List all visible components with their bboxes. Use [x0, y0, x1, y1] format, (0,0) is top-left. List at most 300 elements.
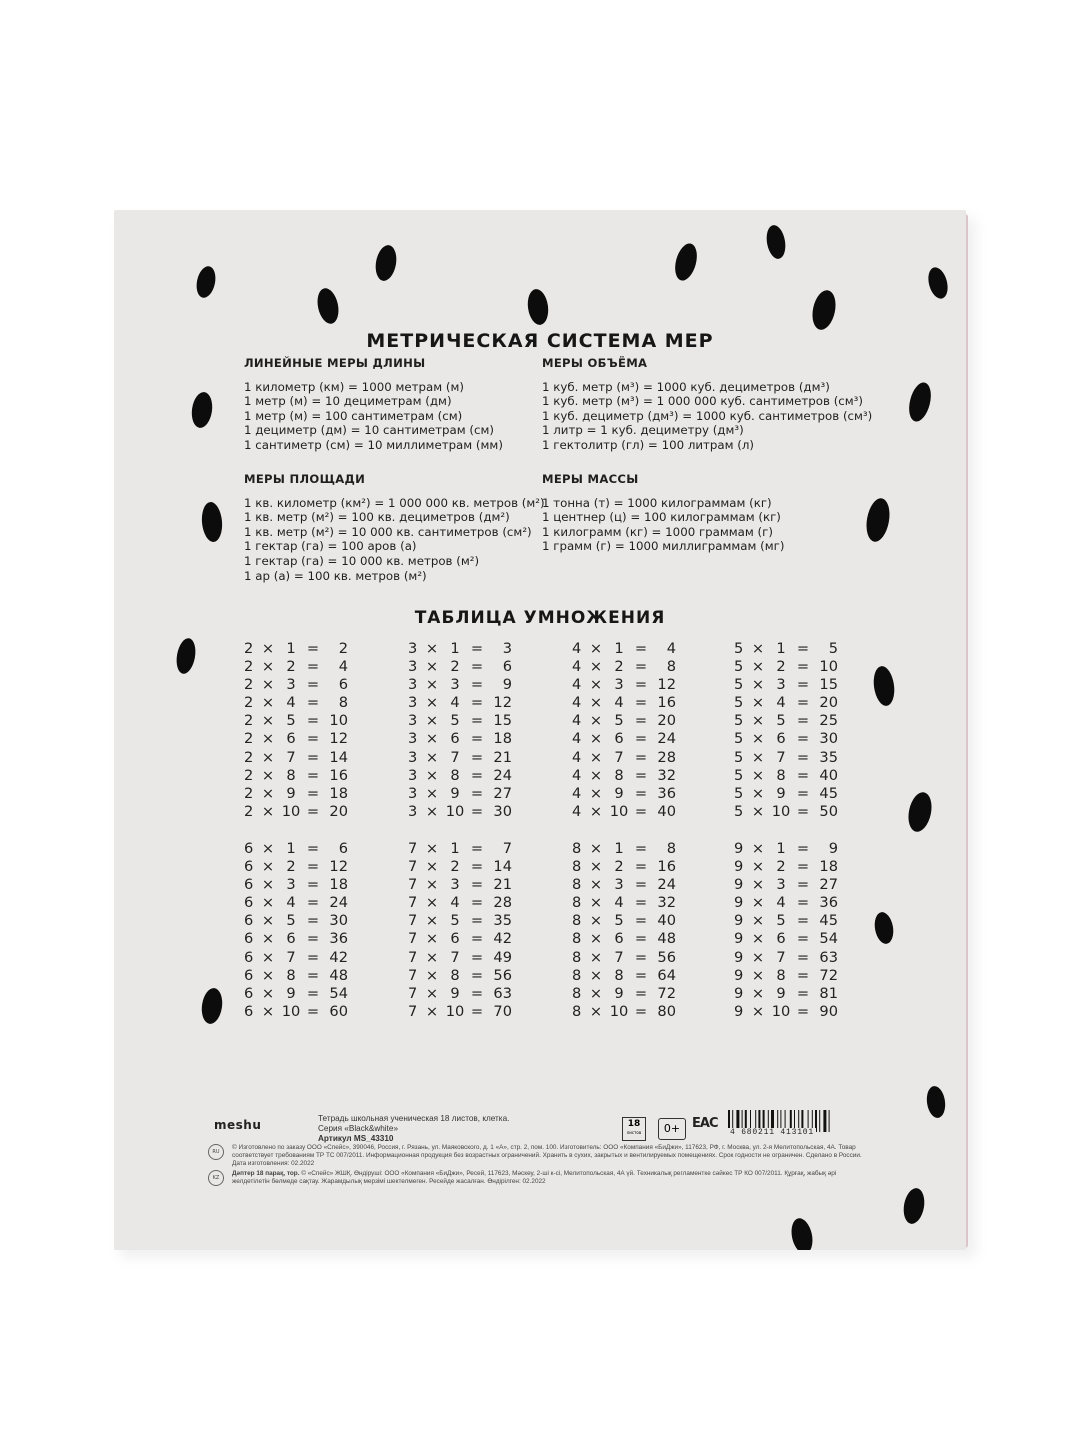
- table-row: [244, 894, 348, 912]
- times-sign: ×: [589, 840, 603, 857]
- multiplicand: 4: [572, 766, 582, 784]
- product: 14: [493, 858, 512, 876]
- times-sign: ×: [589, 694, 603, 712]
- table-row: [408, 712, 512, 730]
- equals-sign: =: [470, 802, 484, 820]
- table-row: [408, 1003, 512, 1021]
- times-sign: ×: [589, 912, 603, 930]
- product: 12: [329, 730, 348, 748]
- table-row: [244, 730, 348, 748]
- table-row: [734, 676, 838, 694]
- table-row: [734, 785, 838, 803]
- product: 40: [819, 766, 838, 784]
- sheets-count: 18: [627, 1119, 641, 1129]
- product: 18: [329, 876, 348, 894]
- multiplicand: 7: [408, 894, 418, 912]
- multiplier: 2: [286, 858, 296, 876]
- multiplier: 7: [776, 948, 786, 966]
- multiplier: 1: [286, 840, 296, 857]
- table-row: [408, 749, 512, 767]
- multiplier: 9: [286, 784, 296, 802]
- product: 8: [666, 840, 676, 857]
- table-row: [244, 930, 348, 948]
- equals-sign: =: [306, 694, 320, 712]
- equals-sign: =: [470, 912, 484, 930]
- multiplier: 9: [776, 784, 786, 802]
- multiplier: 5: [614, 912, 624, 930]
- product: 28: [657, 748, 676, 766]
- equals-sign: =: [796, 712, 810, 730]
- equals-sign: =: [470, 730, 484, 748]
- table-row: [734, 930, 838, 948]
- equals-sign: =: [470, 658, 484, 676]
- multiplicand: 8: [572, 930, 582, 948]
- equals-sign: =: [470, 984, 484, 1002]
- times-sign: ×: [751, 658, 765, 676]
- product: 90: [819, 1002, 838, 1020]
- equals-sign: =: [306, 1002, 320, 1020]
- equals-sign: =: [796, 948, 810, 966]
- product: 56: [493, 966, 512, 984]
- equals-sign: =: [634, 930, 648, 948]
- multiplier: 8: [286, 966, 296, 984]
- legal-kz-title: Дәптер 18 парақ, тор.: [232, 1170, 300, 1177]
- times-sign: ×: [425, 1002, 439, 1020]
- table-row: [734, 912, 838, 930]
- multiplicand: 9: [734, 984, 744, 1002]
- multiplicand: 5: [734, 694, 744, 712]
- table-row: [572, 785, 676, 803]
- equals-sign: =: [796, 748, 810, 766]
- multiplicand: 2: [244, 784, 254, 802]
- multiplicand: 9: [734, 894, 744, 912]
- table-row: [572, 749, 676, 767]
- equals-sign: =: [796, 876, 810, 894]
- table-row: [734, 876, 838, 894]
- table-row: [408, 785, 512, 803]
- age-rating-badge: 0+: [658, 1118, 686, 1140]
- multiplier: 2: [286, 658, 296, 676]
- multiplicand: 8: [572, 912, 582, 930]
- equals-sign: =: [306, 802, 320, 820]
- area-measures-heading: МЕРЫ ПЛОЩАДИ: [244, 472, 366, 486]
- table-row: [572, 840, 676, 858]
- table-row: [572, 858, 676, 876]
- times-sign: ×: [261, 766, 275, 784]
- kz-tag: KZ: [208, 1170, 224, 1186]
- sheets-count-badge: [622, 1117, 646, 1141]
- multiplicand: 4: [572, 712, 582, 730]
- dot: [200, 987, 225, 1025]
- product: 72: [819, 966, 838, 984]
- table-row: [572, 676, 676, 694]
- table-column-7: [408, 840, 512, 1021]
- times-sign: ×: [751, 840, 765, 857]
- product: 18: [329, 784, 348, 802]
- multiplicand: 4: [572, 748, 582, 766]
- table-row: [408, 876, 512, 894]
- times-sign: ×: [425, 840, 439, 857]
- table-row: [734, 712, 838, 730]
- multiplicand: 6: [244, 948, 254, 966]
- times-sign: ×: [425, 802, 439, 820]
- table-row: [408, 967, 512, 985]
- times-sign: ×: [261, 676, 275, 694]
- mass-measures-block: [542, 472, 785, 554]
- product: 12: [657, 676, 676, 694]
- multiplicand: 3: [408, 748, 418, 766]
- multiplicand: 3: [408, 640, 418, 657]
- table-column-6: [244, 840, 348, 1021]
- times-sign: ×: [425, 984, 439, 1002]
- times-sign: ×: [589, 676, 603, 694]
- measure-line: 1 гектолитр (гл) = 100 литрам (л): [542, 437, 755, 452]
- table-row: [734, 694, 838, 712]
- equals-sign: =: [796, 730, 810, 748]
- multiplier: 3: [776, 676, 786, 694]
- equals-sign: =: [470, 766, 484, 784]
- multiplicand: 4: [572, 730, 582, 748]
- multiplier: 8: [776, 766, 786, 784]
- barcode-bar: [819, 1110, 820, 1132]
- equals-sign: =: [634, 876, 648, 894]
- multiplier: 5: [450, 712, 460, 730]
- multiplicand: 6: [244, 894, 254, 912]
- times-sign: ×: [425, 784, 439, 802]
- times-sign: ×: [751, 984, 765, 1002]
- measure-line: 1 гектар (га) = 100 аров (а): [244, 539, 417, 554]
- mass-measures-heading: МЕРЫ МАССЫ: [542, 472, 639, 486]
- multiplier: 1: [614, 640, 624, 657]
- product: 20: [329, 802, 348, 820]
- multiplier: 6: [450, 930, 460, 948]
- equals-sign: =: [470, 784, 484, 802]
- multiplicand: 3: [408, 658, 418, 676]
- dot: [526, 288, 551, 326]
- table-row: [408, 640, 512, 658]
- product: 60: [329, 1002, 348, 1020]
- equals-sign: =: [306, 948, 320, 966]
- barcode-bar: [823, 1110, 826, 1132]
- times-sign: ×: [751, 912, 765, 930]
- times-sign: ×: [261, 694, 275, 712]
- table-row: [734, 840, 838, 858]
- equals-sign: =: [796, 840, 810, 857]
- multiplicand: 6: [244, 984, 254, 1002]
- times-sign: ×: [751, 748, 765, 766]
- equals-sign: =: [796, 912, 810, 930]
- product-title: Тетрадь школьная ученическая 18 листов, клетка.: [318, 1114, 510, 1123]
- product: 35: [819, 748, 838, 766]
- times-sign: ×: [751, 858, 765, 876]
- table-row: [572, 803, 676, 821]
- product: 64: [657, 966, 676, 984]
- dot: [314, 286, 341, 325]
- multiplicand: 8: [572, 984, 582, 1002]
- multiplier: 6: [450, 730, 460, 748]
- multiplicand: 9: [734, 948, 744, 966]
- multiplicand: 7: [408, 966, 418, 984]
- product: 32: [657, 894, 676, 912]
- multiplicand: 6: [244, 912, 254, 930]
- equals-sign: =: [470, 858, 484, 876]
- measure-line: 1 ар (а) = 100 кв. метров (м²): [244, 568, 427, 583]
- product-article: Артикул MS_43310: [318, 1134, 394, 1143]
- equals-sign: =: [306, 912, 320, 930]
- multiplier: 1: [776, 640, 786, 657]
- times-sign: ×: [261, 930, 275, 948]
- equals-sign: =: [634, 676, 648, 694]
- equals-sign: =: [796, 984, 810, 1002]
- measure-line: 1 кв. метр (м²) = 100 кв. дециметров (дм²): [244, 510, 510, 525]
- product: 32: [657, 766, 676, 784]
- product: 81: [819, 984, 838, 1002]
- multiplier: 7: [450, 748, 460, 766]
- product: 24: [329, 894, 348, 912]
- eac-mark: EAC: [692, 1116, 718, 1131]
- equals-sign: =: [634, 784, 648, 802]
- multiplicand: 2: [244, 658, 254, 676]
- times-sign: ×: [425, 966, 439, 984]
- measure-line: 1 килограмм (кг) = 1000 граммам (г): [542, 524, 773, 539]
- dot: [871, 665, 896, 707]
- table-row: [734, 803, 838, 821]
- multiplier: 1: [450, 840, 460, 857]
- equals-sign: =: [470, 748, 484, 766]
- multiplicand: 9: [734, 858, 744, 876]
- times-sign: ×: [261, 948, 275, 966]
- multiplicand: 7: [408, 1002, 418, 1020]
- sheets-label: листов: [626, 1130, 642, 1135]
- times-sign: ×: [589, 730, 603, 748]
- multiplier: 7: [614, 948, 624, 966]
- product: 21: [493, 876, 512, 894]
- multiplicand: 2: [244, 712, 254, 730]
- equals-sign: =: [306, 676, 320, 694]
- multiplier: 2: [614, 858, 624, 876]
- legal-kz-body: © «Спейс» ЖШҚ. Өндіруші: ООО «Компания «БиДжи», Ресей, 117623, Мәскеу, 2-ші к-сі, Мелитопольская, 4А үй. Техникалық регламентке сәйкес ТР КО 007/2011. Құрғақ, жабық әрі желдетілетін бөлмеде сақтау. Жарамдылық мерзімі шектелмеген. Ресейде жасалған. Өндірілген: 02.2022: [232, 1170, 837, 1185]
- table-row: [572, 712, 676, 730]
- brand-logo: meshu: [214, 1118, 262, 1132]
- product: 30: [493, 802, 512, 820]
- table-row: [408, 930, 512, 948]
- product: 40: [657, 802, 676, 820]
- multiplier: 6: [286, 930, 296, 948]
- equals-sign: =: [796, 784, 810, 802]
- times-sign: ×: [425, 876, 439, 894]
- table-row: [734, 949, 838, 967]
- product: 20: [657, 712, 676, 730]
- table-row: [244, 785, 348, 803]
- product: 15: [493, 712, 512, 730]
- times-sign: ×: [589, 766, 603, 784]
- equals-sign: =: [796, 640, 810, 657]
- times-sign: ×: [425, 712, 439, 730]
- table-row: [244, 694, 348, 712]
- product: 12: [329, 858, 348, 876]
- equals-sign: =: [306, 894, 320, 912]
- multiplicand: 5: [734, 730, 744, 748]
- multiplier: 2: [450, 658, 460, 676]
- equals-sign: =: [634, 984, 648, 1002]
- multiplicand: 9: [734, 1002, 744, 1020]
- product: 18: [493, 730, 512, 748]
- equals-sign: =: [306, 984, 320, 1002]
- table-row: [408, 858, 512, 876]
- multiplicand: 7: [408, 948, 418, 966]
- multiplier: 10: [281, 1002, 301, 1020]
- product: 42: [329, 948, 348, 966]
- table-row: [572, 730, 676, 748]
- product: 50: [819, 802, 838, 820]
- multiplicand: 5: [734, 640, 744, 657]
- multiplier: 4: [450, 894, 460, 912]
- product: 56: [657, 948, 676, 966]
- measure-line: 1 куб. метр (м³) = 1000 куб. дециметров (дм³): [542, 379, 830, 394]
- table-row: [572, 694, 676, 712]
- product: 14: [329, 748, 348, 766]
- equals-sign: =: [470, 876, 484, 894]
- times-sign: ×: [589, 984, 603, 1002]
- table-column-8: [572, 840, 676, 1021]
- multiplicand: 6: [244, 1002, 254, 1020]
- equals-sign: =: [796, 802, 810, 820]
- equals-sign: =: [634, 658, 648, 676]
- product: 9: [502, 676, 512, 694]
- times-sign: ×: [261, 840, 275, 857]
- product: 36: [657, 784, 676, 802]
- table-row: [244, 712, 348, 730]
- times-sign: ×: [751, 676, 765, 694]
- multiplicand: 5: [734, 676, 744, 694]
- product: 18: [819, 858, 838, 876]
- equals-sign: =: [634, 802, 648, 820]
- table-row: [408, 985, 512, 1003]
- multiplier: 9: [286, 984, 296, 1002]
- multiplier: 3: [776, 876, 786, 894]
- product: 25: [819, 712, 838, 730]
- multiplier: 8: [450, 766, 460, 784]
- legal-kz: [232, 1170, 872, 1186]
- equals-sign: =: [634, 966, 648, 984]
- multiplicand: 2: [244, 694, 254, 712]
- multiplier: 3: [450, 876, 460, 894]
- product: 30: [329, 912, 348, 930]
- times-sign: ×: [425, 640, 439, 657]
- multiplicand: 9: [734, 930, 744, 948]
- equals-sign: =: [470, 894, 484, 912]
- times-sign: ×: [589, 948, 603, 966]
- times-sign: ×: [751, 730, 765, 748]
- measure-line: 1 куб. дециметр (дм³) = 1000 куб. сантиметров (см³): [542, 408, 873, 423]
- measure-line: 1 куб. метр (м³) = 1 000 000 куб. сантиметров (см³): [542, 394, 864, 409]
- product: 16: [657, 694, 676, 712]
- multiplicand: 4: [572, 694, 582, 712]
- times-sign: ×: [589, 658, 603, 676]
- multiplicand: 9: [734, 912, 744, 930]
- measure-line: 1 центнер (ц) = 100 килограммам (кг): [542, 510, 781, 525]
- measure-line: 1 тонна (т) = 1000 килограммам (кг): [542, 495, 772, 510]
- dot: [905, 790, 935, 834]
- multiplier: 5: [286, 712, 296, 730]
- multiplier: 10: [609, 802, 629, 820]
- multiplier: 4: [450, 694, 460, 712]
- multiplier: 5: [614, 712, 624, 730]
- multiplicand: 2: [244, 766, 254, 784]
- multiplier: 1: [776, 840, 786, 857]
- multiplier: 9: [450, 984, 460, 1002]
- product: 21: [493, 748, 512, 766]
- linear-measures-heading: ЛИНЕЙНЫЕ МЕРЫ ДЛИНЫ: [244, 356, 426, 370]
- multiplier: 3: [450, 676, 460, 694]
- times-sign: ×: [261, 876, 275, 894]
- times-sign: ×: [751, 876, 765, 894]
- times-sign: ×: [589, 640, 603, 657]
- table-row: [244, 840, 348, 858]
- equals-sign: =: [306, 966, 320, 984]
- product: 6: [502, 658, 512, 676]
- equals-sign: =: [796, 966, 810, 984]
- legal-ru: © Изготовлено по заказу ООО «Спейс», 390046, Россия, г. Рязань, ул. Маяковского, д. 1 «А», стр. 2, пом. 100. Изготовитель: ООО «Компания «БиДжи», 117623, РФ, г. Москва, ул. 2-я Мелитопольская, 4А. Товар соответствует требованиям ТР ТС 007/2011. Информационная продукция без возрастных ограничений. Хранить в сухих, закрытых и вентилируемых помещениях. Срок годности не ограничен. Сделано в России. Дата изготовления: 02.2022: [232, 1144, 862, 1167]
- product: 16: [657, 858, 676, 876]
- product: 6: [338, 676, 348, 694]
- linear-measures-block: [244, 356, 503, 453]
- table-row: [734, 658, 838, 676]
- equals-sign: =: [306, 858, 320, 876]
- table-row: [408, 730, 512, 748]
- equals-sign: =: [306, 658, 320, 676]
- equals-sign: =: [470, 712, 484, 730]
- product: 48: [657, 930, 676, 948]
- multiplier: 10: [609, 1002, 629, 1020]
- product: 15: [819, 676, 838, 694]
- multiplicand: 4: [572, 784, 582, 802]
- notebook-back-cover: [114, 210, 966, 1250]
- times-sign: ×: [589, 1002, 603, 1020]
- multiplicand: 8: [572, 858, 582, 876]
- dot: [764, 224, 788, 261]
- table-row: [734, 985, 838, 1003]
- multiplicand: 5: [734, 712, 744, 730]
- product: 8: [338, 694, 348, 712]
- equals-sign: =: [634, 730, 648, 748]
- multiplicand: 7: [408, 912, 418, 930]
- multiplicand: 7: [408, 876, 418, 894]
- multiplier: 8: [614, 766, 624, 784]
- multiplier: 9: [776, 984, 786, 1002]
- multiplicand: 7: [408, 858, 418, 876]
- equals-sign: =: [306, 766, 320, 784]
- times-sign: ×: [425, 912, 439, 930]
- multiplier: 3: [286, 876, 296, 894]
- measure-line: 1 километр (км) = 1000 метрам (м): [244, 379, 464, 394]
- dot: [200, 501, 223, 543]
- table-row: [244, 640, 348, 658]
- times-sign: ×: [261, 748, 275, 766]
- product: 4: [338, 658, 348, 676]
- product: 40: [657, 912, 676, 930]
- multiplier: 6: [776, 730, 786, 748]
- product: 7: [502, 840, 512, 857]
- times-sign: ×: [261, 1002, 275, 1020]
- times-sign: ×: [261, 658, 275, 676]
- table-row: [244, 658, 348, 676]
- table-row: [408, 676, 512, 694]
- times-sign: ×: [751, 1002, 765, 1020]
- equals-sign: =: [796, 858, 810, 876]
- table-row: [734, 894, 838, 912]
- table-row: [572, 1003, 676, 1021]
